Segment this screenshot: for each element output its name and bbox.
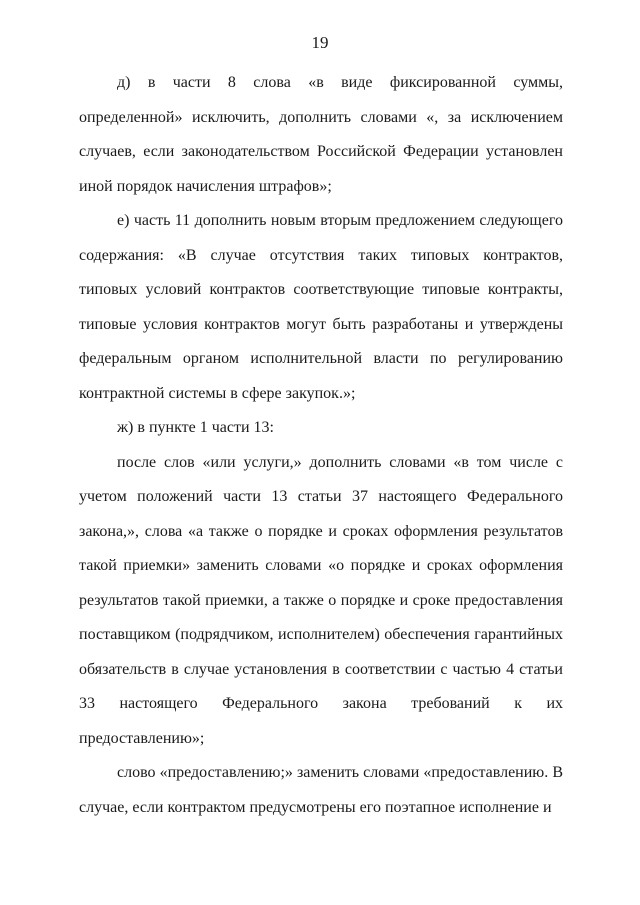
page-number: 19 [311,33,329,52]
paragraph-amendment-2: слово «предоставлению;» заменить словами «предоставлению. В случае, если контрактом предусмотрены его поэтапное исполнение и [79,764,563,816]
paragraph-zh: ж) в пункте 1 части 13: [117,419,274,436]
document-body [79,66,563,825]
paragraph-e: е) часть 11 дополнить новым вторым предложением следующего содержания: «В случае отсутствия таких типовых контрактов, типовых условий контрактов соответствующие типовые контракты, типовые условия контрактов могут быть разработаны и утверждены федеральным органом исполнительной власти по регулированию контрактной системы в сфере закупок.»; [79,212,563,402]
paragraph-amendment-1: после слов «или услуги,» дополнить словами «в том числе с учетом положений части 13 статьи 37 настоящего Федерального закона,», слова «а также о порядке и сроках оформления результатов такой приемки» заменить словами «о порядке и сроках оформления результатов такой приемки, а также о порядке и сроке предоставления поставщиком (подрядчиком, исполнителем) обеспечения гарантийных обязательств в случае установления в соответствии с частью 4 статьи 33 настоящего Федерального закона требований к их предоставлению»; [79,453,563,747]
paragraph-d: д) в части 8 слова «в виде фиксированной суммы, определенной» исключить, дополнить словами «, за исключением случаев, если законодательством Российской Федерации установлен иной порядок начисления штрафов»; [79,74,563,195]
